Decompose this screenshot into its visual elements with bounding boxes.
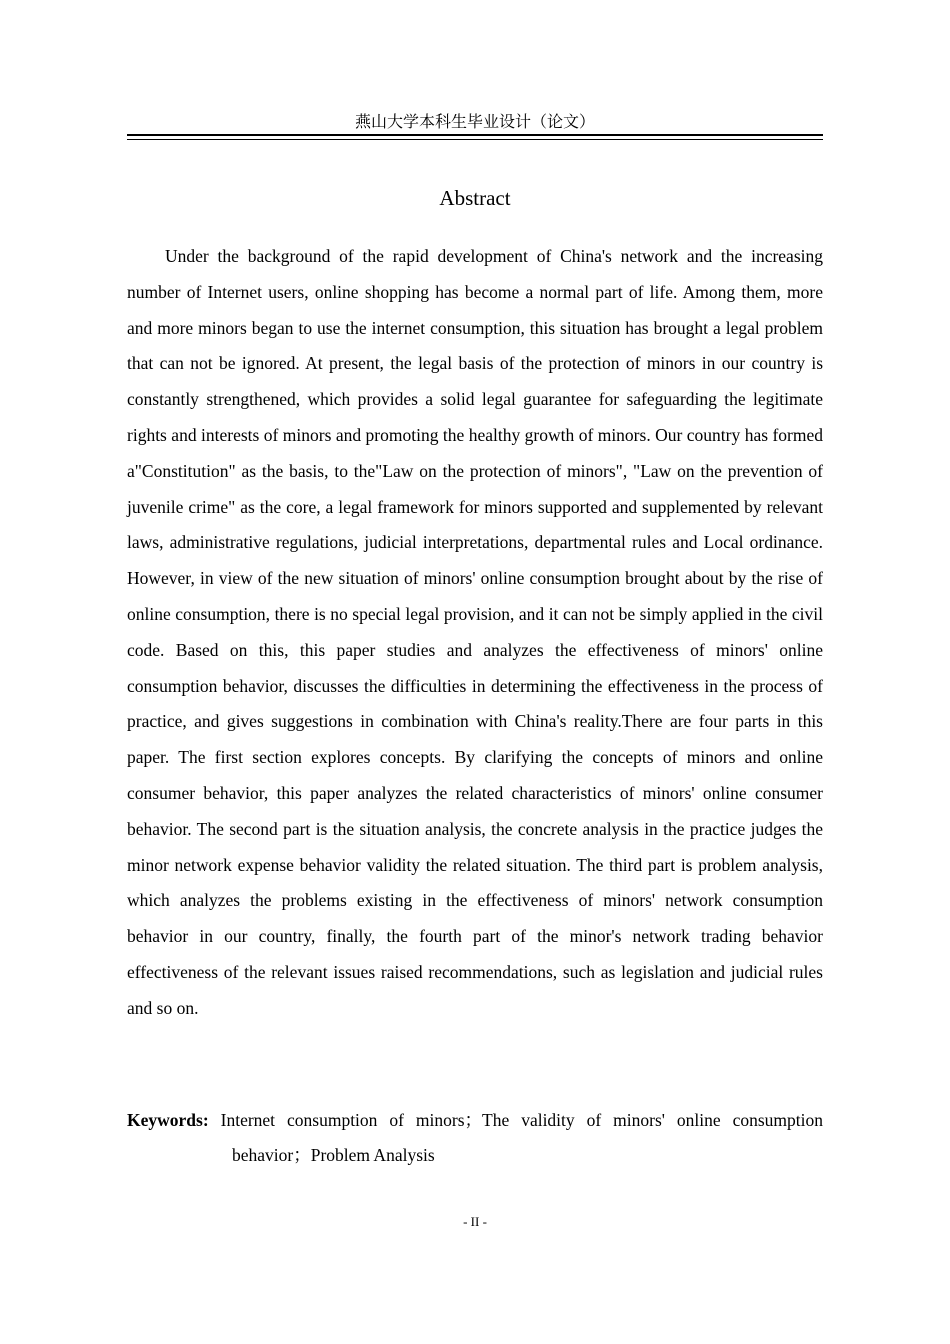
header-divider-thin — [127, 139, 823, 140]
keywords-text: Internet consumption of minors；The validity of minors' online consumption behavior；Problem Analysis — [220, 1110, 823, 1165]
header-divider-thick — [127, 134, 823, 136]
keywords-label: Keywords: — [127, 1110, 209, 1130]
page-header-title: 燕山大学本科生毕业设计（论文） — [354, 112, 595, 131]
abstract-heading: Abstract — [439, 186, 511, 210]
keywords-paragraph — [127, 1103, 823, 1173]
page-number: - II - — [463, 1214, 487, 1229]
abstract-body: Under the background of the rapid development of China's network and the increasing number of Internet users, online shopping has become a normal part of life. Among them, more and more minors began to use the internet consumption, this situation has brought a legal problem that can not be ignored. At present, the legal basis of the protection of minors in our country is constantly strengthened, which provides a solid legal guarantee for safeguarding the legitimate rights and interests of minors and promoting the healthy growth of minors. Our country has formed a"Constitution" as the basis, to the"Law on the protection of minors", "Law on the prevention of juvenile crime" as the core, a legal framework for minors supported and supplemented by relevant laws, administrative regulations, judicial interpretations, departmental rules and Local ordinance. However, in view of the new situation of minors' online consumption brought about by the rise of online consumption, there is no special legal provision, and it can not be simply applied in the civil code. Based on this, this paper studies and analyzes the effectiveness of minors' online consumption behavior, discusses the difficulties in determining the effectiveness in the process of practice, and gives suggestions in combination with China's reality.There are four parts in this paper. The first section explores concepts. By clarifying the concepts of minors and online consumer behavior, this paper analyzes the related characteristics of minors' online consumer behavior. The second part is the situation analysis, the concrete analysis in the practice judges the minor network expense behavior validity the related situation. The third part is problem analysis, which analyzes the problems existing in the effectiveness of minors' network consumption behavior in our country, finally, the fourth part of the minor's network trading behavior effectiveness of the relevant issues raised recommendations, such as legislation and judicial rules and so on. — [127, 246, 823, 1018]
